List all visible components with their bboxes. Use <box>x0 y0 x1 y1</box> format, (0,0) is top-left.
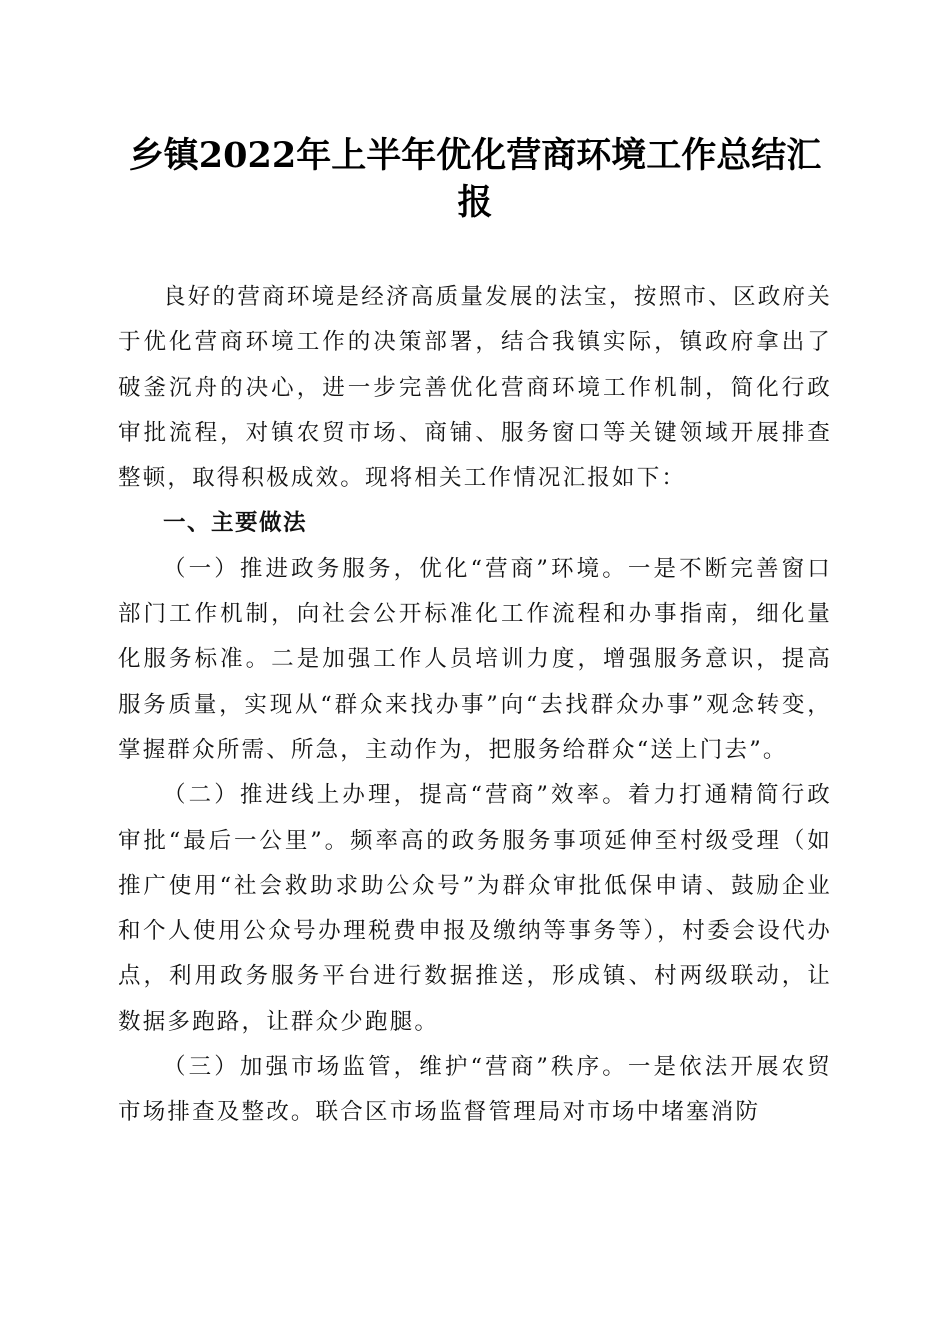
paragraph-2: （二）推进线上办理，提高“营商”效率。着力打通精简行政审批“最后一公里”。频率高的政务服务事项延伸至村级受理（如推广使用“社会救助求助公众号”为群众审批低保申请、鼓励企业和个人使用公众号办理税费申报及缴纳等事务等），村委会设代办点，利用政务服务平台进行数据推送，形成镇、村两级联动，让数据多跑路，让群众少跑腿。 <box>118 782 832 1035</box>
intro-paragraph: 良好的营商环境是经济高质量发展的法宝，按照市、区政府关于优化营商环境工作的决策部署，结合我镇实际，镇政府拿出了破釜沉舟的决心，进一步完善优化营商环境工作机制，简化行政审批流程，对镇农贸市场、商铺、服务窗口等关键领域开展排查整顿，取得积极成效。现将相关工作情况汇报如下： <box>118 284 832 492</box>
document-title: 乡镇2022年上半年优化营商环境工作总结汇报 <box>128 135 822 223</box>
section-heading: 一、主要做法 <box>163 510 308 537</box>
document-body <box>118 275 832 1136</box>
paragraph-1: （一）推进政务服务，优化“营商”环境。一是不断完善窗口部门工作机制，向社会公开标准化工作流程和办事指南，细化量化服务标准。二是加强工作人员培训力度，增强服务意识，提高服务质量，实现从“群众来找办事”向“去找群众办事”观念转变，掌握群众所需、所急，主动作为，把服务给群众“送上门去”。 <box>118 555 832 763</box>
paragraph-3: （三）加强市场监管，维护“营商”秩序。一是依法开展农贸市场排查及整改。联合区市场监督管理局对市场中堵塞消防 <box>118 1054 832 1126</box>
